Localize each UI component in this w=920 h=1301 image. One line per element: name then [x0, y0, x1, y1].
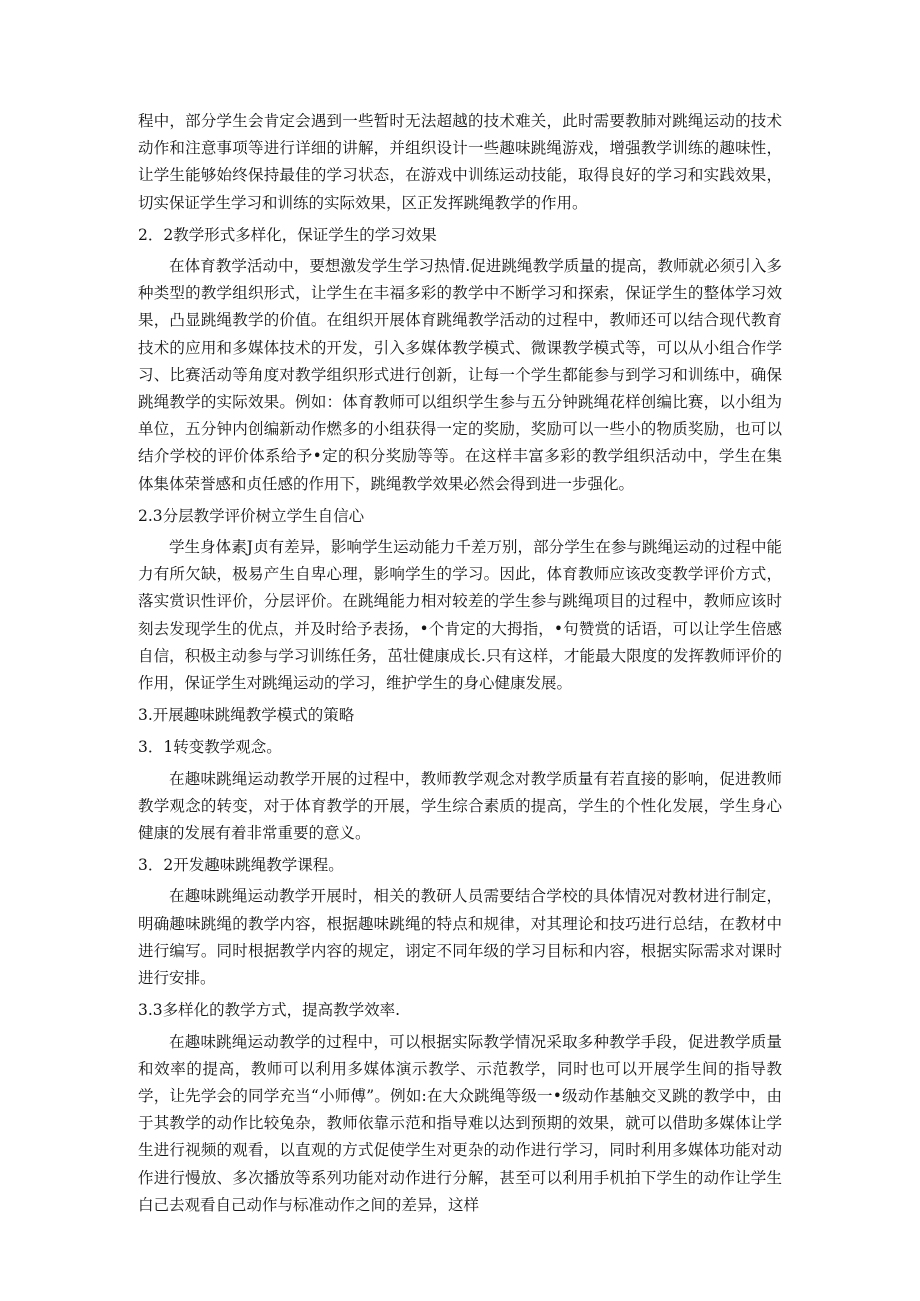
- section-heading-2-3: 2.3分层教学评价树立学生自信心: [138, 506, 365, 525]
- paragraph-continuation: 程中，部分学生会肯定会遇到一些暂时无法超越的技术难关，此时需要教肺对跳绳运动的技术动作和注意事项等进行详细的讲解，并组织设计一些趣味跳绳游戏，增强教学训练的趣味性，让学生能够始终保持最佳的学习状态，在游戏中训练运动技能，取得良好的学习和实践效果，切实保证学生学习和训练的实际效果，区正发挥跳绳教学的作用。: [138, 112, 782, 212]
- paragraph-2-2: 在体育教学活动中，要想激发学生学习热情.促进跳绳教学质量的提高，教师就必须引入多种类型的教学组织形式，让学生在丰福多彩的教学中不断学习和探索，保证学生的整体学习效果，凸显跳绳教学的价值。在组织开展体育跳绳教学活动的过程中，教师还可以结合现代教育技术的应用和多媒体技术的开发，引入多媒体教学模式、微课教学模式等，可以从小组合作学习、比赛活动等角度对教学组织形式进行创新，让每一个学生都能参与到学习和训练中，确保跳绳教学的实际效果。例如：体育教师可以组织学生参与五分钟跳绳花样创编比赛，以小组为单位，五分钟内创编新动作燃多的小组获得一定的奖励，奖励可以一些小的物质奖励，也可以结介学校的评价体系给予•定的积分奖励等等。在这样丰富多彩的教学组织活动中，学生在集体集体荣誉感和贞任感的作用下，跳绳教学效果必然会得到进一步强化。: [138, 257, 782, 493]
- paragraph-3-1: 在趣味跳绳运动教学开展的过程中，教师教学观念对教学质量有若直接的影响，促进教师教学观念的转变，对于体育教学的开展，学生综合素质的提高，学生的个性化发展，学生身心健康的发展有着非常重要的意义。: [138, 769, 782, 843]
- paragraph-2-3: 学生身体素J贞有差异，影响学生运动能力千差万别，部分学生在参与跳绳运动的过程中能力有所欠缺，极易产生自卑心理，影响学生的学习。因此，体育教师应该改变教学评价方式，落实赏识性评价，分层评价。在跳绳能力相对较差的学生参与跳绳项目的过程中，教师应该时刻去发现学生的优点，并及时给予表扬，•个肯定的大拇指，•句赞赏的话语，可以让学生倍感自信，积极主动参与学习训练任务，茁壮健康成长.只有这样，才能最大限度的发挥教师评价的作用，保证学生对跳绳运动的学习，维护学生的身心健康发展。: [138, 538, 782, 693]
- section-heading-3-2: 3．2开发趣味跳绳教学课程。: [138, 856, 344, 875]
- section-heading-2-2: 2．2教学形式多样化，保证学生的学习效果: [138, 225, 437, 244]
- section-heading-3-1: 3．1转变教学观念。: [138, 738, 282, 757]
- document-page: [138, 108, 782, 1219]
- paragraph-3-2: 在趣味跳绳运动教学开展时，相关的教研人员需要结合学校的具体情况对教材进行制定，明确趣味跳绳的教学内容，根据趣味跳绳的特点和规律，对其理论和技巧进行总结，在教材中进行编写。同时根据教学内容的规定，诩定不同年级的学习目标和内容，根据实际需求对课时进行安排。: [138, 887, 782, 988]
- section-heading-3: 3.开展趣味跳绳教学模式的策略: [138, 706, 355, 725]
- paragraph-3-3: 在趣味跳绳运动教学的过程中，可以根据实际教学情况采取多种教学手段，促进教学质量和效率的提高，教师可以利用多媒体演示教学、示范教学，同时也可以开展学生间的指导教学，让先学会的同学充当“小师傅”。例如:在大众跳绳等级一•级动作基触交叉跳的教学中，由于其教学的动作比较兔杂，教师依靠示范和指导难以达到预期的效果，就可以借助多媒体让学生进行视频的观看，以直观的方式促使学生对更杂的动作进行学习，同时利用多媒体功能对动作进行慢放、多次播放等系列功能对动作进行分解，甚至可以利用手机拍下学生的动作让学生白己去观看自己动作与标准动作之间的差异，这样: [138, 1032, 782, 1214]
- section-heading-3-3: 3.3多样化的教学方式，提高教学效率.: [138, 1001, 401, 1020]
